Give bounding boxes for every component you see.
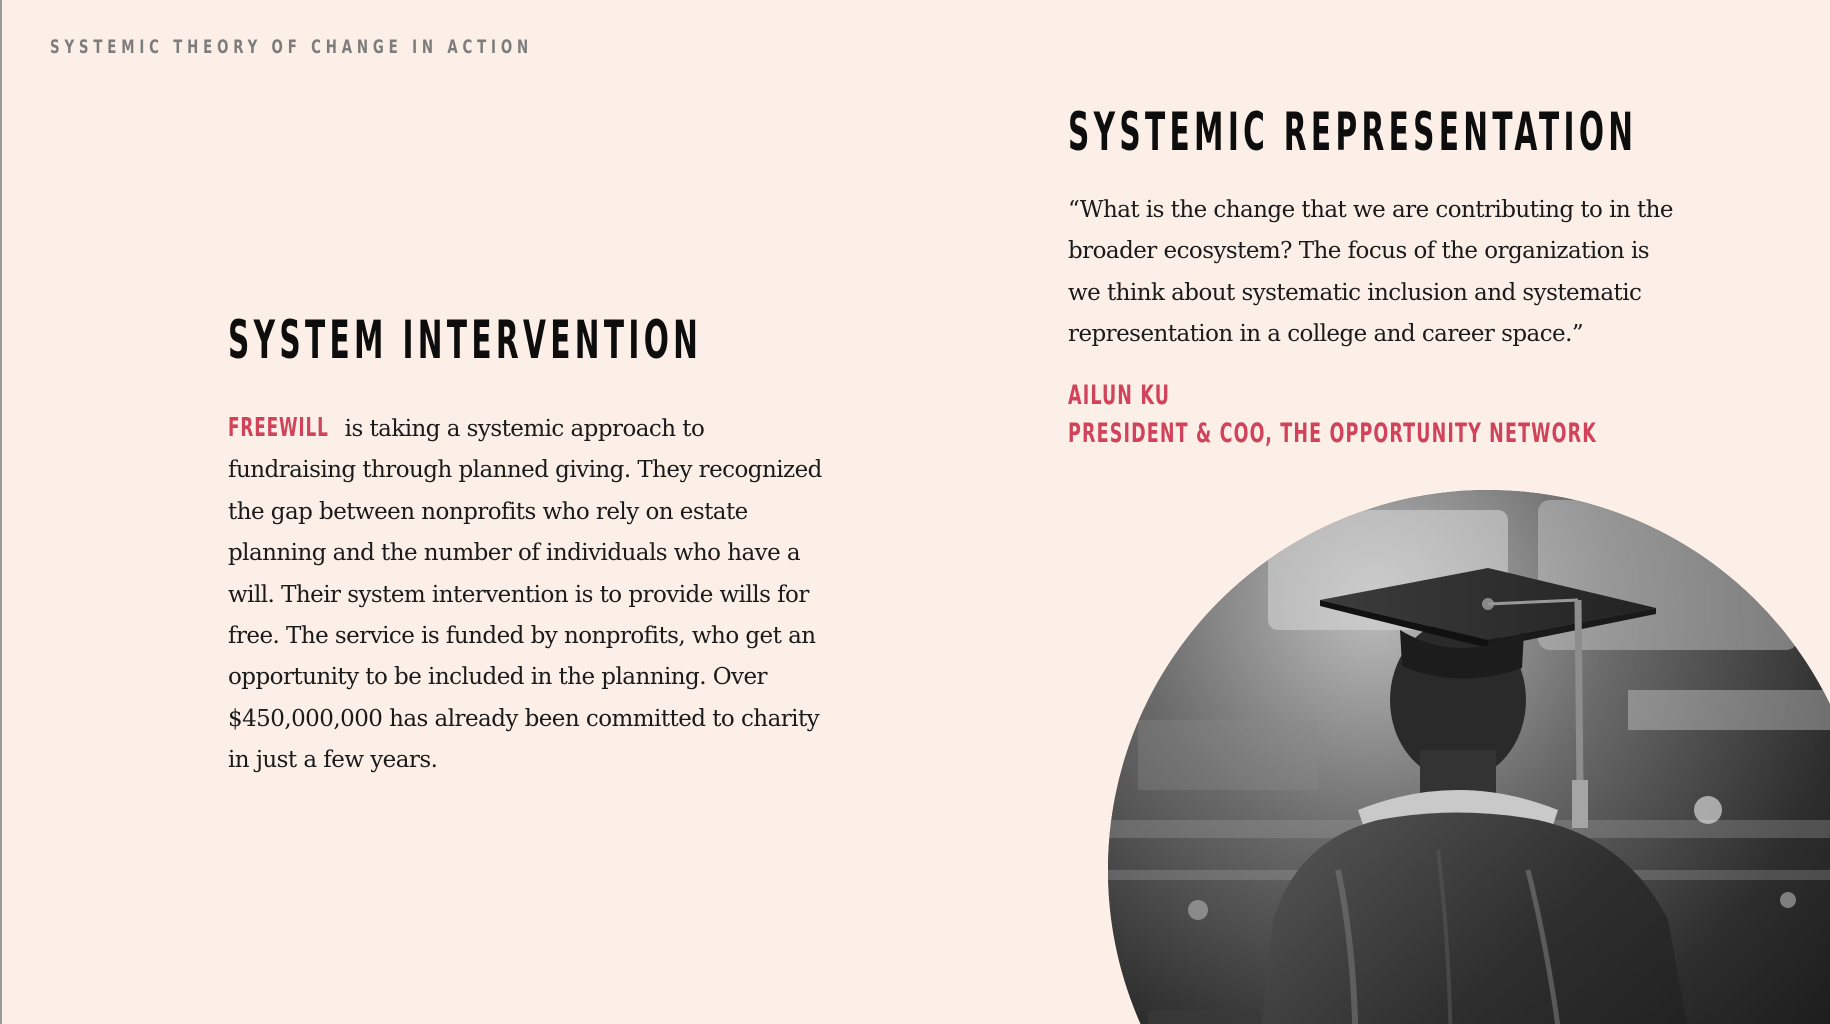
quote-attribution-title: PRESIDENT & COO, THE OPPORTUNITY NETWORK [1068,418,1597,449]
system-intervention-body [228,408,828,782]
system-intervention-heading: SYSTEM INTERVENTION [228,310,703,371]
section-label: SYSTEMIC THEORY OF CHANGE IN ACTION [50,36,534,58]
graduate-photo [1108,490,1830,1024]
graduate-illustration [1108,490,1830,1024]
quote-text: “What is the change that we are contributing to in the broader ecosystem? The focus of the organization is we think about systematic inclusion and systematic representation in a college and career space.” [1068,197,1673,348]
left-edge-divider [0,0,2,1024]
org-name-freewill: FREEWILL [228,413,329,443]
quote-attribution-name: AILUN KU [1068,380,1171,411]
intervention-description: is taking a systemic approach to fundraising through planned giving. They recognized the gap between nonprofits who rely on estate planning and the number of individuals who have a will. Their system intervention is to provide wills for free. The service is funded by nonprofits, who get an opportunity to be included in the planning. Over $450,000,000 has already been committed to charity in just a few years. [228,416,822,774]
systemic-representation-heading: SYSTEMIC REPRESENTATION [1068,102,1638,163]
